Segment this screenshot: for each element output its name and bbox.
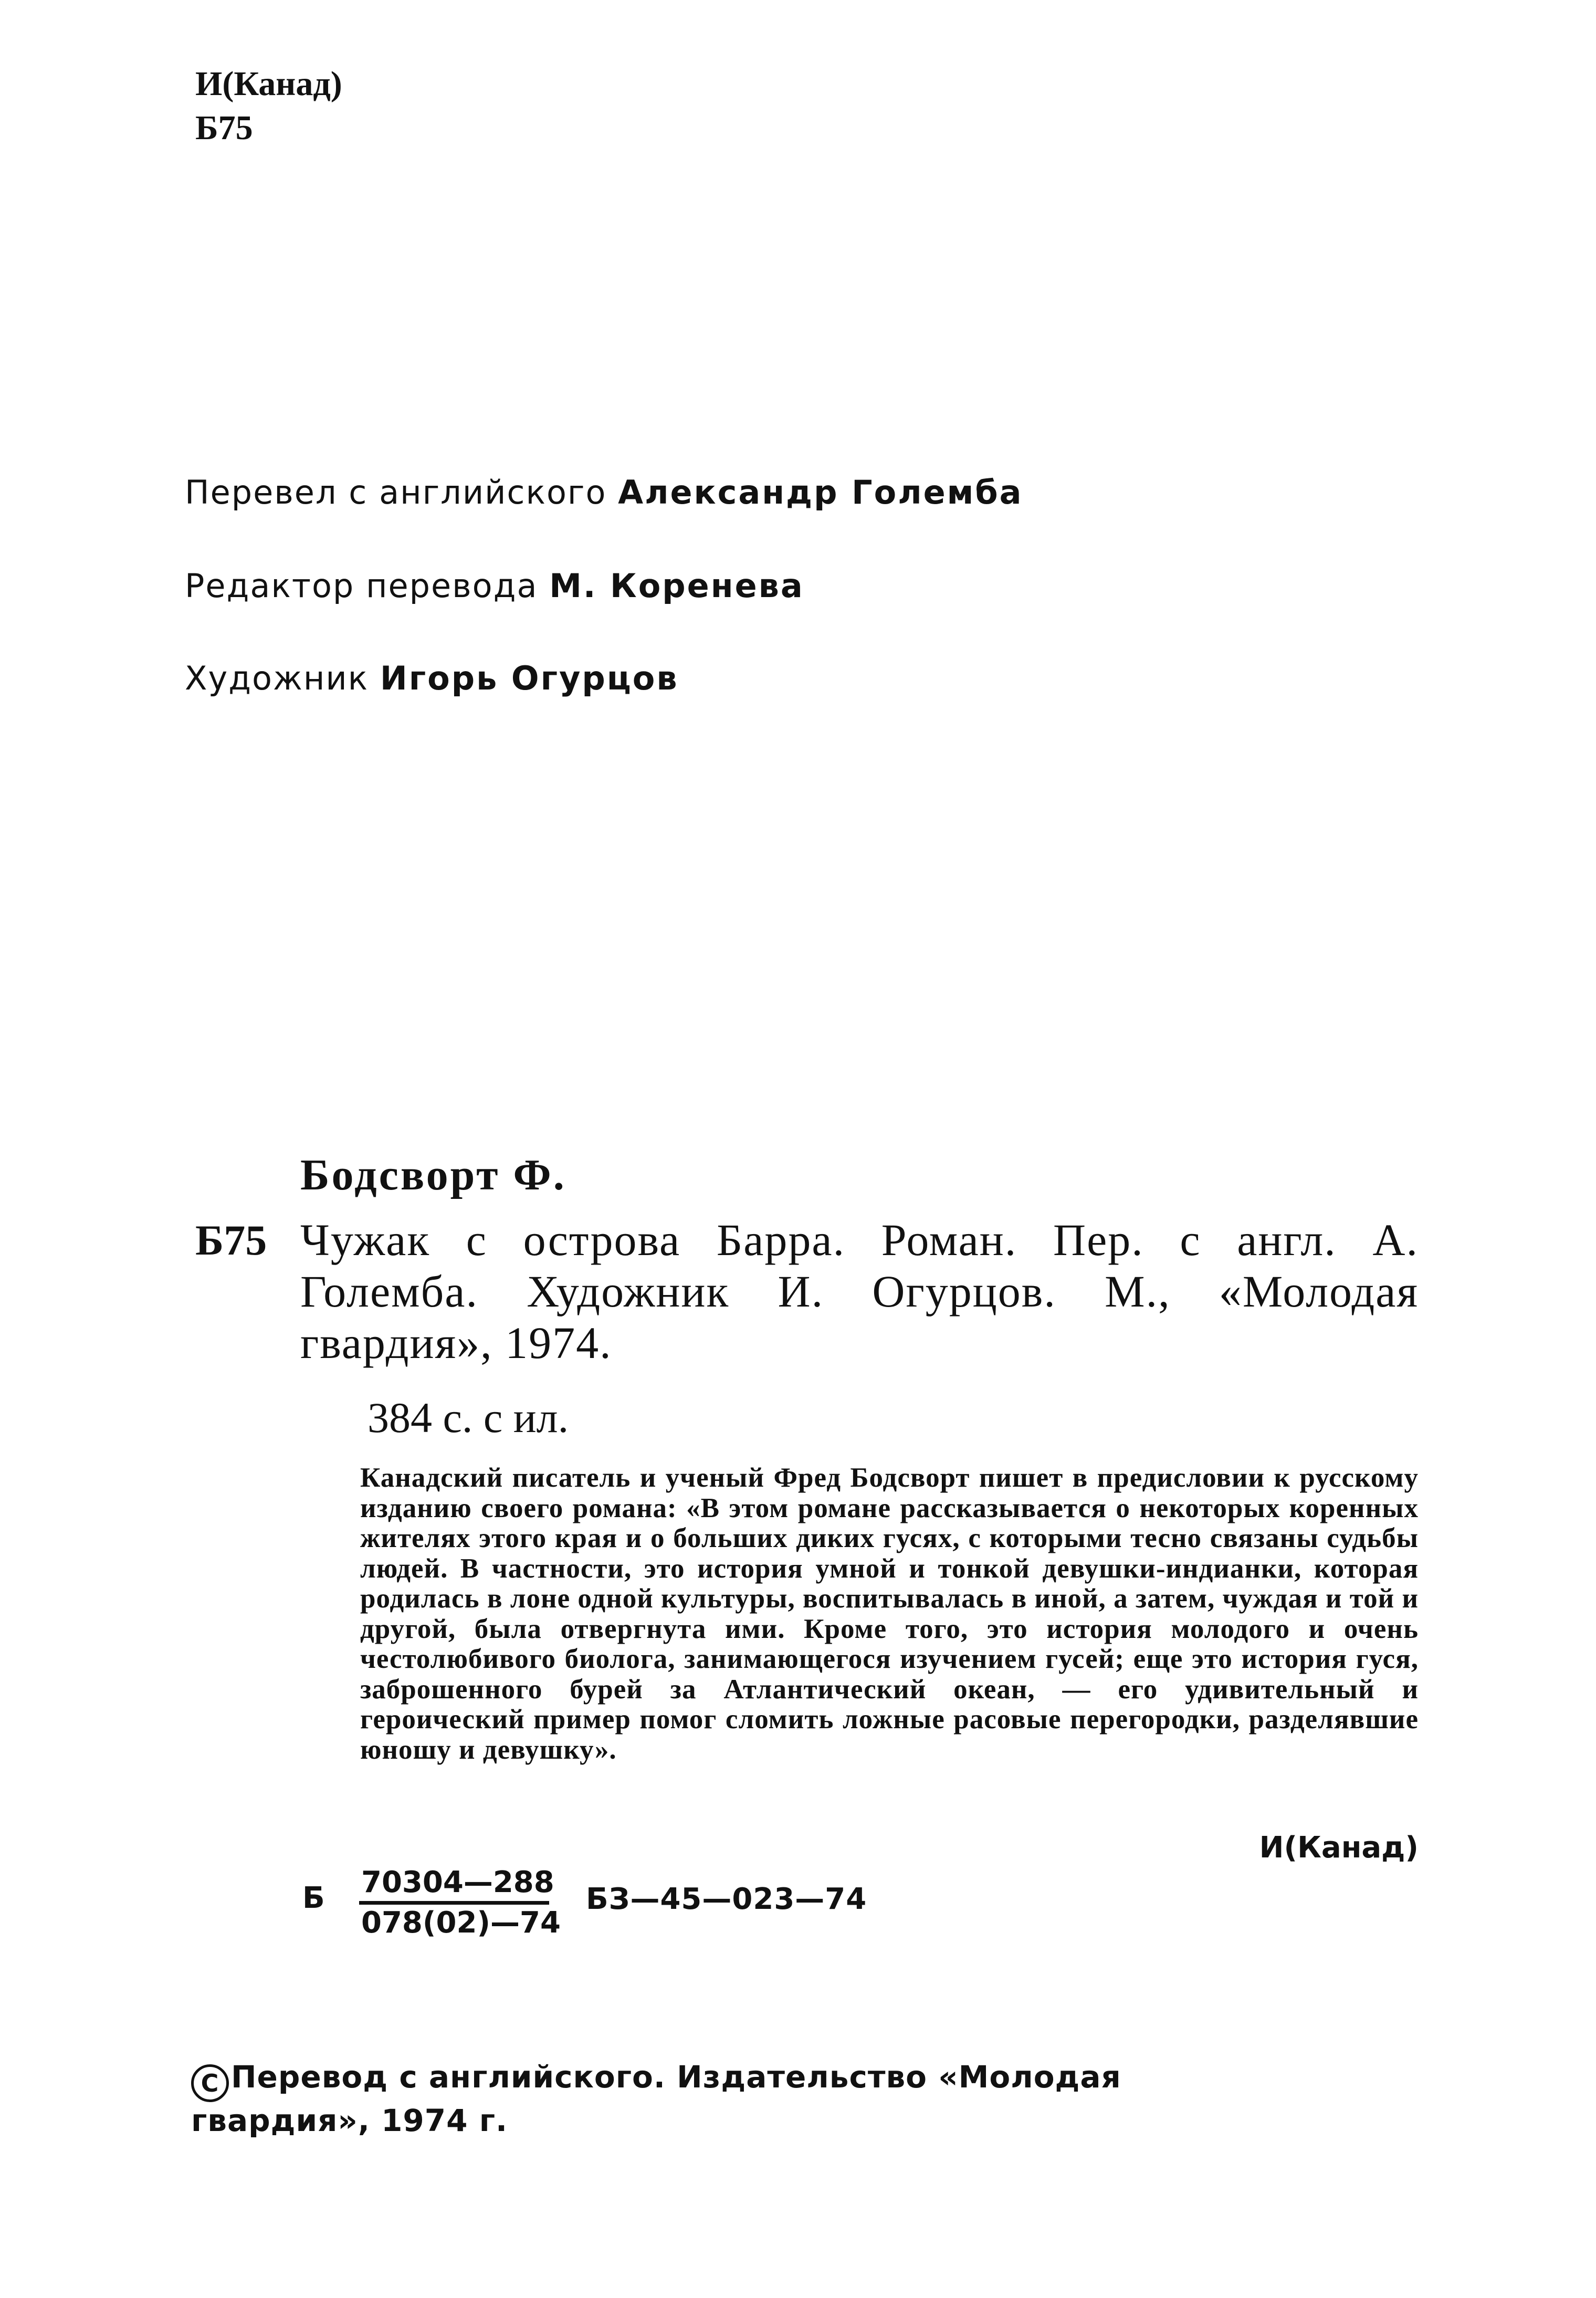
classification-line-1: И(Канад) xyxy=(195,65,342,103)
editor-label: Редактор перевода xyxy=(185,567,538,605)
copyright-text-2: гвардия», 1974 г. xyxy=(191,2103,508,2138)
isbn-numerator: 70304—288 xyxy=(361,1865,554,1899)
credit-artist xyxy=(185,657,679,699)
fraction-rule xyxy=(359,1901,549,1905)
translator-name: Александр Големба xyxy=(618,473,1023,511)
artist-name: Игорь Огурцов xyxy=(380,659,679,697)
card-right-code: И(Канад) xyxy=(1259,1831,1419,1865)
card-code: Б75 xyxy=(195,1216,267,1264)
card-author: Бодсворт Ф. xyxy=(300,1151,566,1199)
credit-translator xyxy=(185,472,1023,514)
card-entry: Чужак с острова Барра. Роман. Пер. с англ. А. Големба. Художник И. Огурцов. М., «Молодая гвардия», 1974. xyxy=(300,1215,1419,1368)
card-annotation: Канадский писатель и ученый Фред Бодсворт пишет в предисловии к русскому изданию своего романа: «В этом романе рассказывается о некоторых коренных жителях этого края и о больших диких гусях, с которыми тесно связаны судьбы людей. В частности, это история умной и тонкой девушки-индианки, которая родилась в лоне одной культуры, воспитывалась в иной, а затем, чуждая и той и другой, была отвергнута ими. Кроме того, это история молодого и очень честолюбивого биолога, занимающегося изучением гусей; еще это история гуся, заброшенного бурей за Атлантический океан, — его удивительный и героический пример помог сломить ложные расовые перегородки, разделявшие юношу и девушку». xyxy=(360,1463,1419,1765)
isbn-code: БЗ—45—023—74 xyxy=(586,1882,867,1916)
copyright-line-1 xyxy=(191,2059,1121,2102)
artist-label: Художник xyxy=(185,659,369,697)
isbn-prefix: Б xyxy=(302,1881,325,1915)
classification-line-2: Б75 xyxy=(195,109,253,147)
card-pages: 384 с. с ил. xyxy=(368,1394,569,1442)
editor-name: М. Коренева xyxy=(549,567,804,605)
credit-editor xyxy=(185,565,804,607)
copyright-icon: C xyxy=(191,2064,229,2102)
classification-code xyxy=(195,62,342,150)
isbn-denominator: 078(02)—74 xyxy=(361,1906,561,1940)
isbn-fraction xyxy=(359,1865,561,1940)
translator-label: Перевел с английского xyxy=(185,473,607,511)
copyright xyxy=(191,2059,1121,2139)
copyright-text-1: Перевод с английского. Издательство «Молодая xyxy=(231,2059,1121,2095)
